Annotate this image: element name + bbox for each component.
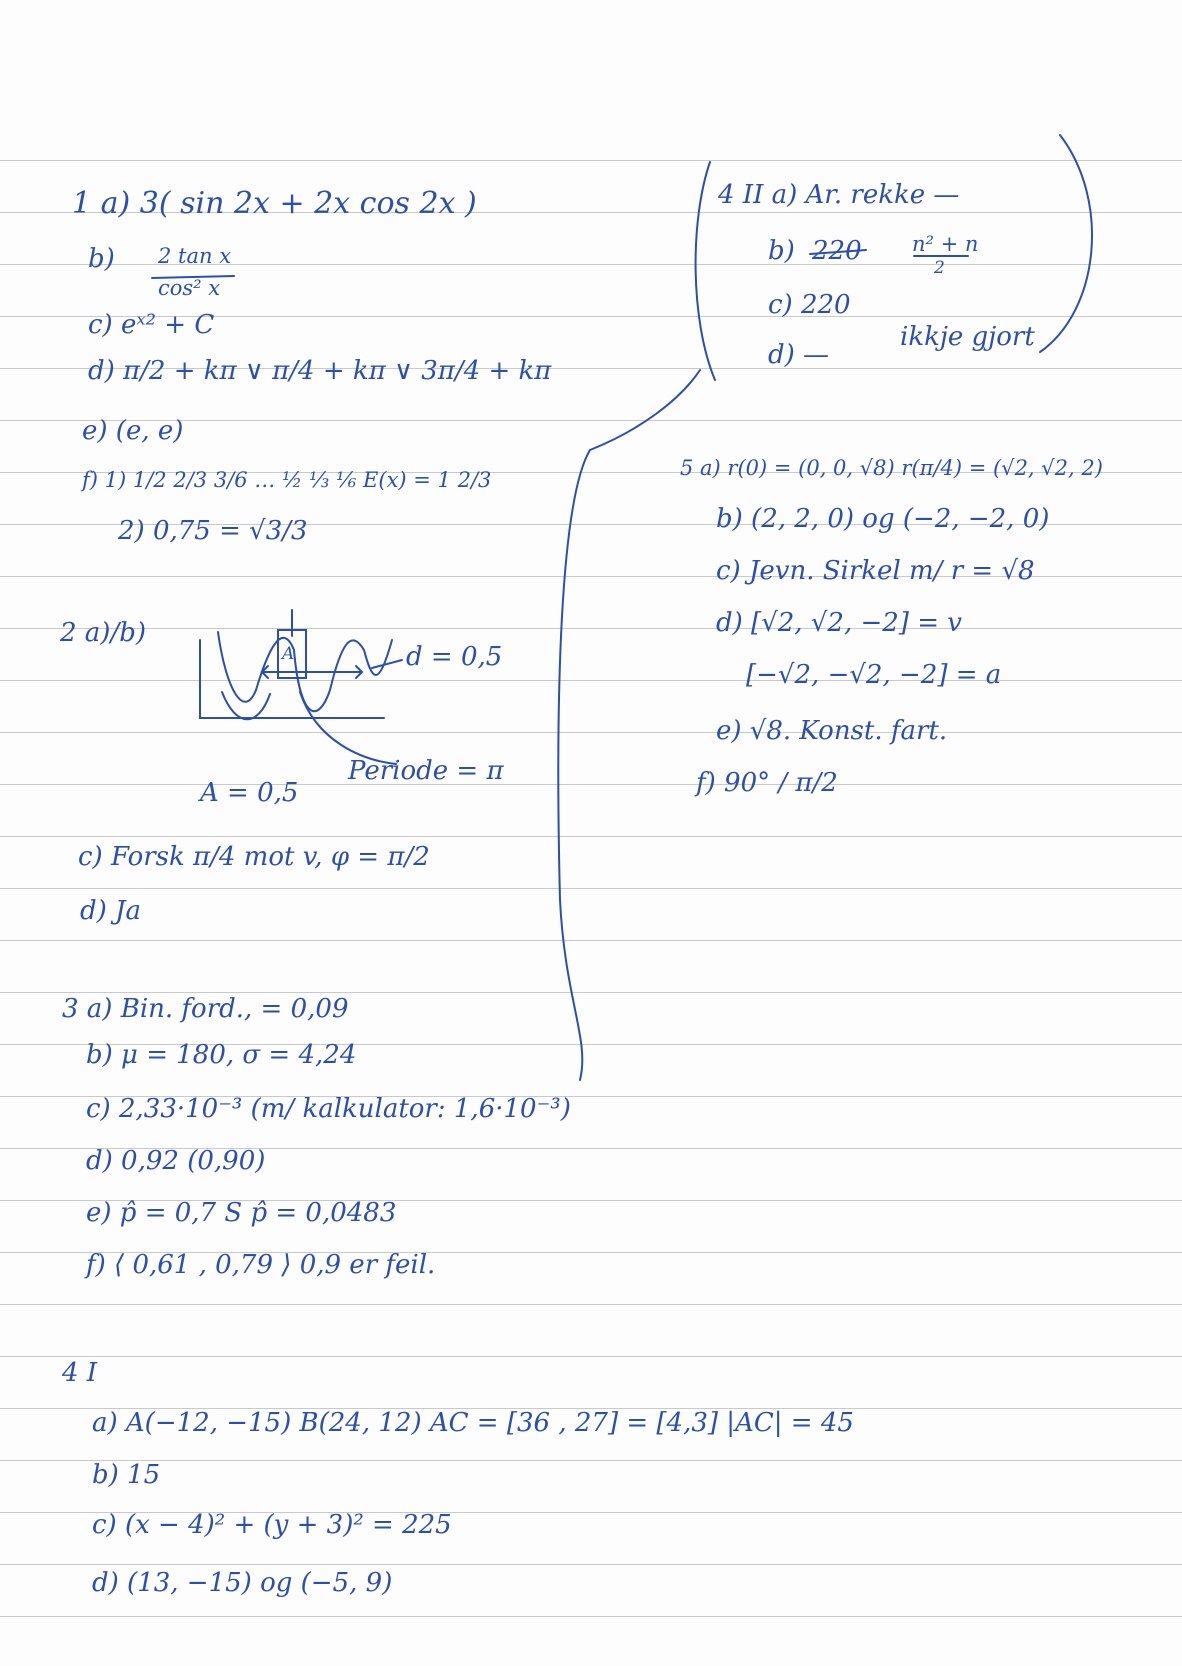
q4i-b: b) 15 — [92, 1460, 161, 1490]
q1-c: c) eˣ² + C — [88, 310, 215, 340]
q5-a: 5 a) r(0) = (0, 0, √8) r(π/4) = (√2, √2, 2) — [680, 456, 1103, 480]
q2-periode: Periode = π — [348, 756, 504, 786]
q1-d: d) π/2 + kπ ∨ π/4 + kπ ∨ 3π/4 + kπ — [88, 356, 552, 386]
q4i-d: d) (13, −15) og (−5, 9) — [92, 1568, 393, 1598]
q3-b: b) μ = 180, σ = 4,24 — [86, 1040, 357, 1070]
q1-e: e) (e, e) — [82, 416, 184, 446]
q5-c: c) Jevn. Sirkel m/ r = √8 — [716, 556, 1035, 586]
q2-peak-label: A — [282, 644, 295, 664]
q1-f1: f) 1) 1/2 2/3 3/6 … ½ ⅓ ⅙ E(x) = 1 2/3 — [82, 468, 492, 492]
q1-f2: 2) 0,75 = √3/3 — [118, 516, 308, 546]
q5-e: e) √8. Konst. fart. — [716, 716, 948, 746]
q5-b: b) (2, 2, 0) og (−2, −2, 0) — [716, 504, 1050, 534]
q2-d: d) Ja — [80, 896, 141, 926]
q4i-c: c) (x − 4)² + (y + 3)² = 225 — [92, 1510, 452, 1540]
q5-f: f) 90° / π/2 — [696, 768, 838, 798]
q2-amplitude: A = 0,5 — [200, 778, 299, 808]
q3-d: d) 0,92 (0,90) — [86, 1146, 266, 1176]
q1-b-label: b) — [88, 244, 115, 274]
q3-a: 3 a) Bin. ford., = 0,09 — [62, 994, 349, 1024]
q3-f: f) ⟨ 0,61 , 0,79 ⟩ 0,9 er feil. — [86, 1250, 436, 1280]
q4i-heading: 4 I — [62, 1358, 98, 1388]
q4ii-b-struck: 220 — [812, 236, 862, 266]
q2-ab-label: 2 a)/b) — [60, 618, 146, 648]
q4ii-c: c) 220 — [768, 290, 851, 320]
q1-b-numerator: 2 tan x — [158, 244, 232, 268]
q2-d-value: d = 0,5 — [406, 642, 503, 672]
q4ii-b-formula: n² + n — [912, 232, 979, 256]
q3-e: e) p̂ = 0,7 S p̂ = 0,0483 — [86, 1198, 397, 1228]
q3-c: c) 2,33·10⁻³ (m/ kalkulator: 1,6·10⁻³) — [86, 1094, 571, 1124]
q4ii-b-denominator: 2 — [934, 258, 945, 278]
q4i-a: a) A(−12, −15) B(24, 12) AC = [36 , 27] = [4,3] |AC| = 45 — [92, 1408, 854, 1438]
q1-a: 1 a) 3( sin 2x + 2x cos 2x ) — [72, 186, 477, 221]
q1-b-denominator: cos² x — [158, 276, 221, 300]
q5-d2: [−√2, −√2, −2] = a — [746, 660, 1002, 690]
q4ii-b-label: b) — [768, 236, 795, 266]
q4ii-note: ikkje gjort — [900, 322, 1035, 352]
q2-c: c) Forsk π/4 mot v, φ = π/2 — [78, 842, 430, 872]
q4ii-d: d) — — [768, 340, 830, 370]
q4ii-a: 4 II a) Ar. rekke — — [718, 180, 960, 210]
q5-d1: d) [√2, √2, −2] = v — [716, 608, 962, 638]
